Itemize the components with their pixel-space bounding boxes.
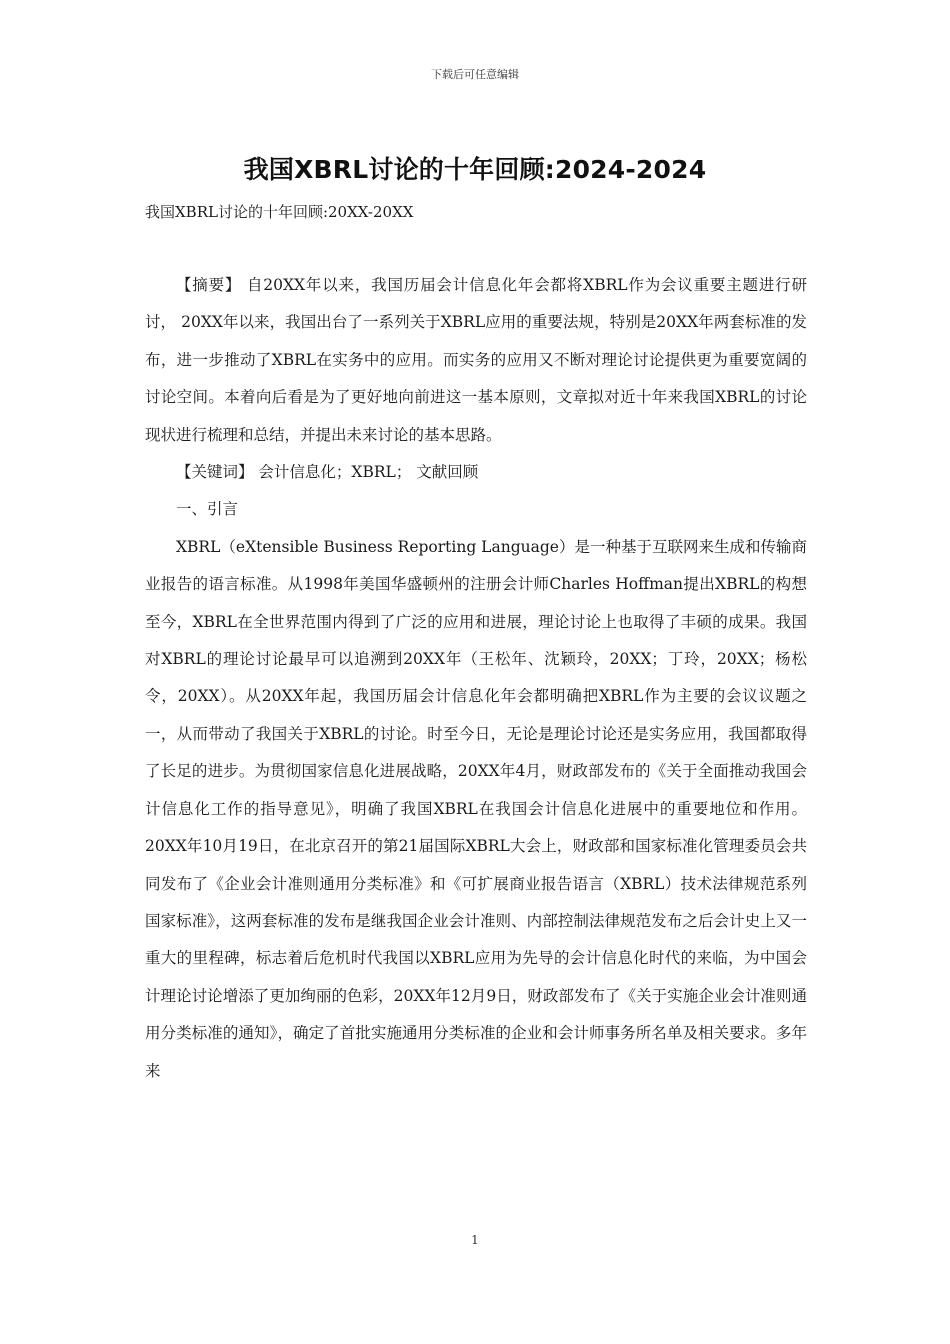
page-header-note: 下载后可任意编辑 <box>431 68 519 81</box>
document-title: 我国XBRL讨论的十年回顾:2024-2024 <box>243 155 707 184</box>
intro-paragraph: XBRL（eXtensible Business Reporting Language）是一种基于互联网来生成和传输商业报告的语言标准。从1998年美国华盛顿州的注册会计师Charles Hoffman提出XBRL的构想至今，XBRL在全世界范围内得到了广泛的应用和进展，理论讨论上也取得了丰硕的成果。我国对XBRL的理论讨论最早可以追溯到20XX年（王松年、沈颖玲，20XX；丁玲，20XX；杨松令，20XX）。从20XX年起，我国历届会计信息化年会都明确把XBRL作为主要的会议议题之一，从而带动了我国关于XBRL的讨论。时至今日，无论是理论讨论还是实务应用，我国都取得了长足的进步。为贯彻国家信息化进展战略，20XX年4月，财政部发布的《关于全面推动我国会计信息化工作的指导意见》，明确了我国XBRL在我国会计信息化进展中的重要地位和作用。20XX年10月19日，在北京召开的第21届国际XBRL大会上，财政部和国家标准化管理委员会共同发布了《企业会计准则通用分类标准》和《可扩展商业报告语言（XBRL）技术法律规范系列国家标准》，这两套标准的发布是继我国企业会计准则、内部控制法律规范发布之后会计史上又一重大的里程碑，标志着后危机时代我国以XBRL应用为先导的会计信息化时代的来临，为中国会计理论讨论增添了更加绚丽的色彩，20XX年12月9日，财政部发布了《关于实施企业会计准则通用分类标准的通知》，确定了首批实施通用分类标准的企业和会计师事务所名单及相关要求。多年来 <box>145 537 807 1080</box>
section-heading: 一、引言 <box>176 500 239 519</box>
keywords-paragraph: 【关键词】 会计信息化；XBRL； 文献回顾 <box>176 463 479 482</box>
document-subtitle: 我国XBRL讨论的十年回顾:20XX-20XX <box>145 203 414 221</box>
page-number: 1 <box>471 1233 479 1247</box>
abstract-paragraph: 【摘要】 自20XX年以来，我国历届会计信息化年会都将XBRL作为会议重要主题进行研讨， 20XX年以来，我国出台了一系列关于XBRL应用的重要法规，特别是20XX年两套标准的发布，进一步推动了XBRL在实务中的应用。而实务的应用又不断对理论讨论提供更为重要宽阔的讨论空间。本着向后看是为了更好地向前进这一基本原则，文章拟对近十年来我国XBRL的讨论现状进行梳理和总结，并提出未来讨论的基本思路。 <box>145 276 807 444</box>
document-body <box>145 267 807 1090</box>
